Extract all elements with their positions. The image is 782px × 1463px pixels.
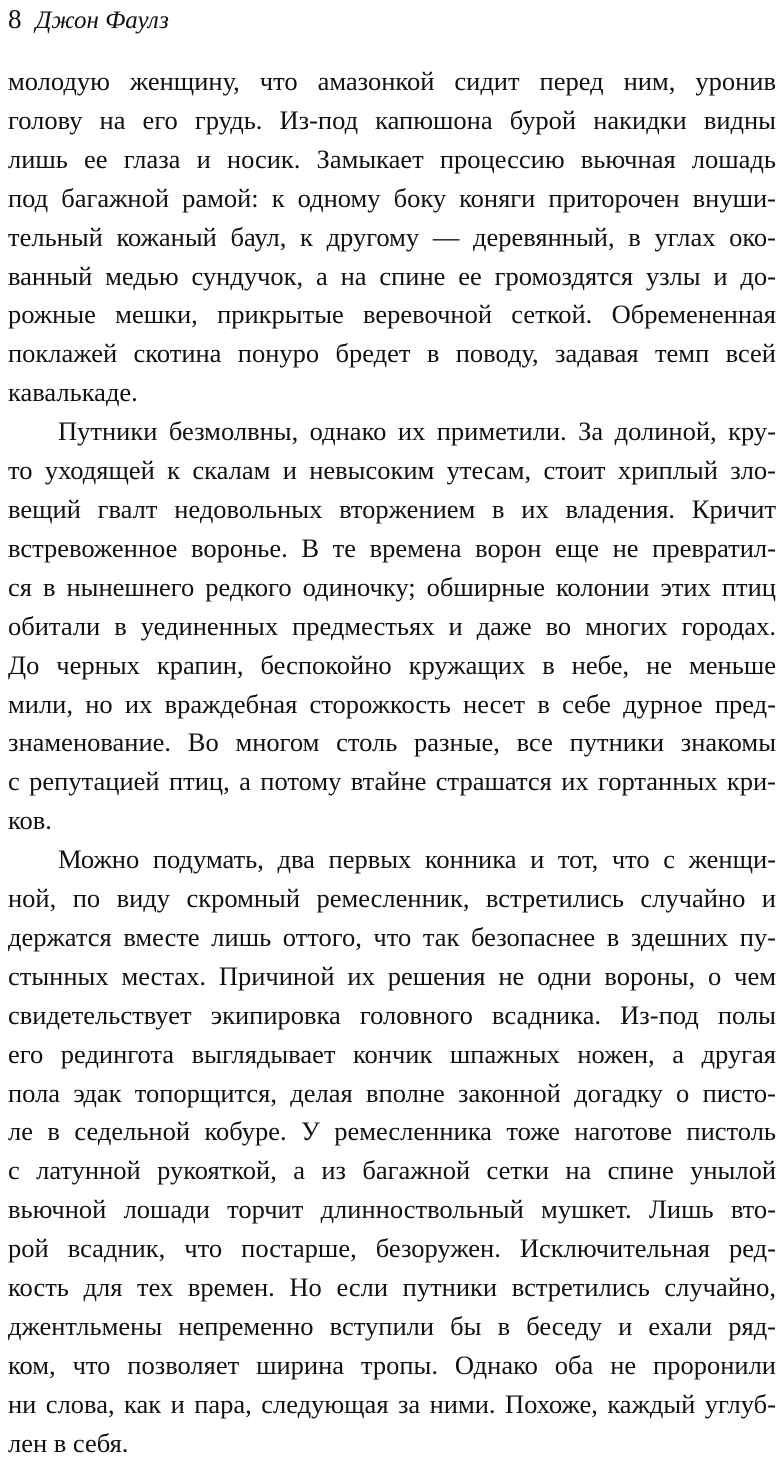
text-line: обитали в уединенных предместьях и даже во многих городах. (8, 610, 776, 641)
text-line: ся в нынешнего редкого одиночку; обширные колонии этих птиц (8, 571, 776, 602)
text-line: голову на его грудь. Из-под капюшона бурой накидки видны (8, 104, 776, 135)
text-line: лен в себя. (8, 1427, 129, 1458)
text-line: ной, по виду скромный ремесленник, встретились случайно и (8, 883, 776, 914)
book-page (8, 0, 776, 1458)
text-line: поклажей скотина понуро бредет в поводу, задавая темп всей (8, 338, 776, 369)
text-line: вещий гвалт недовольных вторжением в их владения. Кричит (8, 493, 776, 524)
text-line: знаменование. Во многом столь разные, все путники знакомы (8, 727, 776, 758)
text-line: вьючной лошади торчит длинноствольный мушкет. Лишь вто- (8, 1194, 776, 1225)
text-line: Можно подумать, два первых конника и тот, что с женщи- (58, 844, 776, 875)
text-line: ни слова, как и пара, следующая за ними. Похоже, каждый углуб- (8, 1388, 776, 1419)
text-line: мили, но их враждебная сторожкость несет в себе дурное пред- (8, 688, 776, 719)
text-line: джентльмены непременно вступили бы в беседу и ехали ряд- (8, 1311, 776, 1341)
text-line: ков. (8, 805, 52, 836)
text-line: молодую женщину, что амазонкой сидит перед ним, уронив (8, 66, 776, 96)
page-header (8, 4, 169, 40)
text-line: держатся вместе лишь оттого, что так безопаснее в здешних пу- (8, 921, 776, 952)
text-line: лишь ее глаза и носик. Замыкает процессию вьючная лошадь (8, 143, 776, 174)
paragraph (8, 840, 776, 1463)
text-line: кавалькаде. (8, 377, 138, 408)
text-line: его редингота выглядывает кончик шпажных ножен, а другая (8, 1038, 776, 1069)
page-number: 8 (8, 4, 22, 34)
paragraph (8, 62, 776, 412)
text-line: ком, что позволяет ширина тропы. Однако оба не проронили (8, 1349, 776, 1380)
text-line: с репутацией птиц, а потому втайне страшатся их гортанных кри- (8, 766, 776, 797)
text-line: ванный медью сундучок, а на спине ее громоздятся узлы и до- (8, 260, 776, 291)
text-line: ле в седельной кобуре. У ремесленника тоже наготове пистоль (8, 1116, 776, 1147)
paragraph (8, 412, 776, 840)
text-line: с латунной рукояткой, а из багажной сетки на спине унылой (8, 1155, 776, 1186)
text-line: рожные мешки, прикрытые веревочной сеткой. Обремененная (8, 299, 776, 330)
text-line: тельный кожаный баул, к другому — деревянный, в углах око- (8, 221, 776, 252)
text-line: До черных крапин, беспокойно кружащих в небе, не меньше (8, 649, 776, 680)
text-line: под багажной рамой: к одному боку коняги приторочен внуши- (8, 182, 776, 213)
text-line: рой всадник, что постарше, безоружен. Исключительная ред- (8, 1233, 776, 1264)
running-head-author: Джон Фаулз (35, 7, 169, 34)
text-line: встревоженное воронье. В те времена ворон еще не превратил- (8, 532, 776, 563)
text-line: свидетельствует экипировка головного всадника. Из-под полы (8, 999, 776, 1030)
text-line: то уходящей к скалам и невысоким утесам, стоит хриплый зло- (8, 455, 776, 486)
text-line: пола эдак топорщится, делая вполне законной догадку о писто- (8, 1077, 776, 1108)
text-line: стынных местах. Причиной их решения не одни вороны, о чем (8, 960, 776, 991)
body-text (8, 62, 776, 1463)
text-line: Путники безмолвны, однако их приметили. За долиной, кру- (58, 416, 776, 447)
text-line: кость для тех времен. Но если путники встретились случайно, (8, 1272, 776, 1303)
